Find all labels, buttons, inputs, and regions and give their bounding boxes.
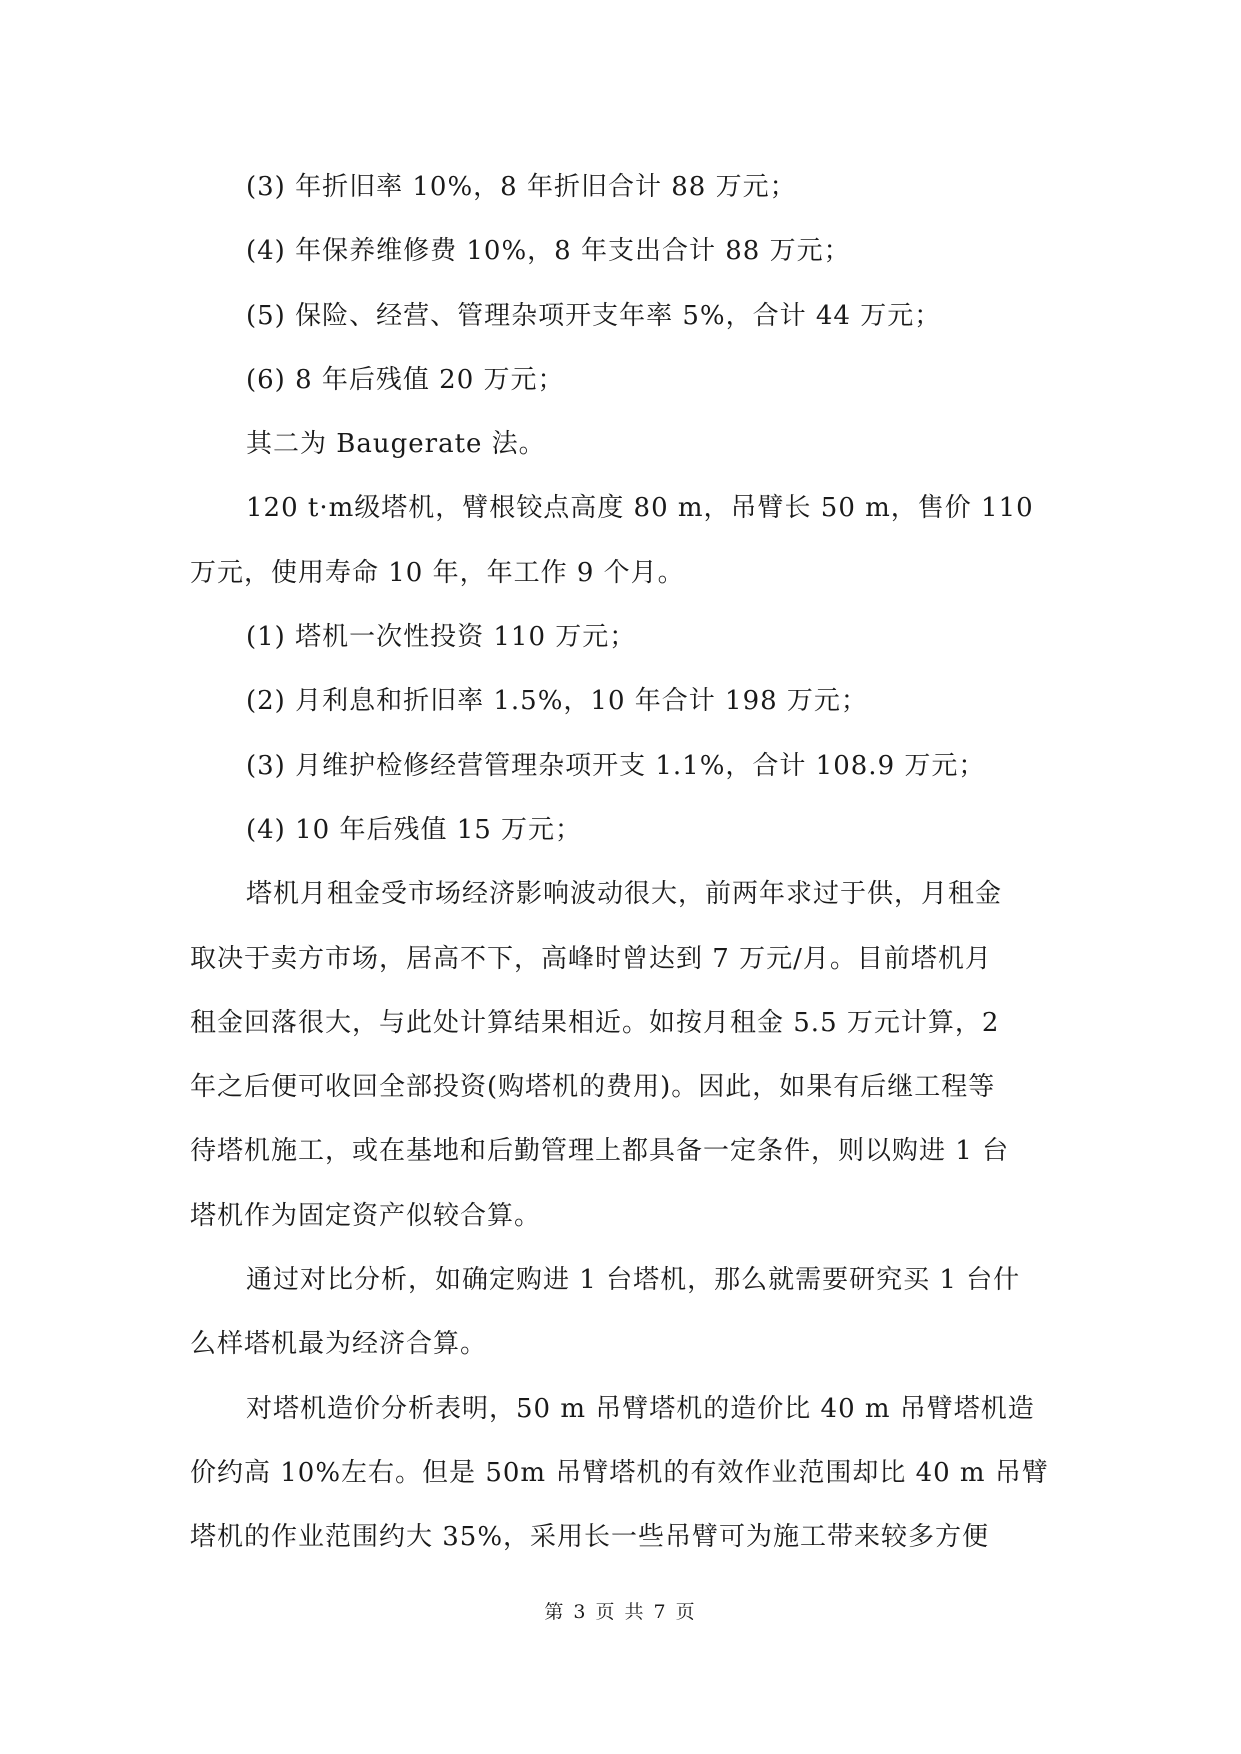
paragraph-line: (1) 塔机一次性投资 110 万元； [246, 622, 637, 653]
paragraph-line: 取决于卖方市场，居高不下，高峰时曾达到 7 万元/月。目前塔机月 [190, 943, 992, 974]
paragraph-line: 万元，使用寿命 10 年，年工作 9 个月。 [190, 557, 685, 588]
paragraph-line: 塔机作为固定资产似较合算。 [190, 1200, 542, 1231]
paragraph-line: (3) 月维护检修经营管理杂项开支 1.1%，合计 108.9 万元； [246, 750, 986, 781]
paragraph-line: 塔机月租金受市场经济影响波动很大，前两年求过于供，月租金 [246, 879, 1003, 910]
paragraph-line: 年之后便可收回全部投资(购塔机的费用)。因此，如果有后继工程等 [190, 1072, 996, 1103]
paragraph-line: 么样塔机最为经济合算。 [190, 1329, 488, 1360]
paragraph-line: 120 t·m级塔机，臂根铰点高度 80 m，吊臂长 50 m，售价 110 [246, 493, 1034, 524]
paragraph-line: 价约高 10%左右。但是 50m 吊臂塔机的有效作业范围却比 40 m 吊臂 [190, 1457, 1049, 1488]
paragraph-line: 塔机的作业范围约大 35%，采用长一些吊臂可为施工带来较多方便 [190, 1522, 990, 1553]
paragraph-line: (5) 保险、经营、管理杂项开支年率 5%，合计 44 万元； [246, 300, 942, 331]
paragraph-line: 通过对比分析，如确定购进 1 台塔机，那么就需要研究买 1 台什 [246, 1265, 1021, 1296]
paragraph-line: (4) 年保养维修费 10%，8 年支出合计 88 万元； [246, 236, 851, 267]
page-number-footer: 第 3 页 共 7 页 [544, 1601, 697, 1623]
paragraph-line: (6) 8 年后残值 20 万元； [246, 364, 565, 395]
paragraph-line: (4) 10 年后残值 15 万元； [246, 814, 583, 845]
document-body [190, 155, 1055, 1570]
paragraph-line: 待塔机施工，或在基地和后勤管理上都具备一定条件，则以购进 1 台 [190, 1136, 1010, 1167]
paragraph-line: (2) 月利息和折旧率 1.5%，10 年合计 198 万元； [246, 686, 868, 717]
paragraph-line: 对塔机造价分析表明，50 m 吊臂塔机的造价比 40 m 吊臂塔机造 [246, 1393, 1035, 1424]
paragraph-line: 其二为 Baugerate 法。 [246, 429, 546, 460]
paragraph-line: (3) 年折旧率 10%，8 年折旧合计 88 万元； [246, 172, 797, 202]
paragraph-line: 租金回落很大，与此处计算结果相近。如按月租金 5.5 万元计算，2 [190, 1007, 1000, 1038]
